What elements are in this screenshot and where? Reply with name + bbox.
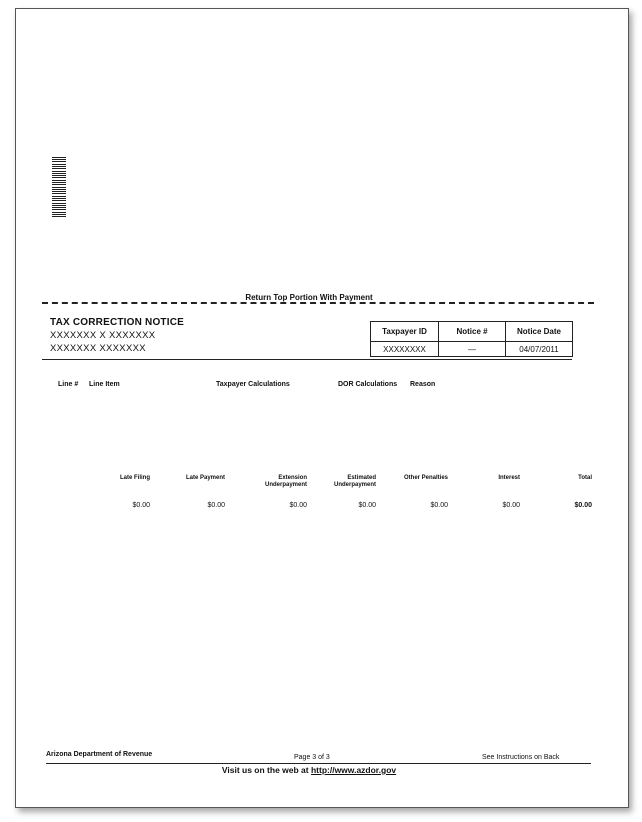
extension-underpayment-value: $0.00 bbox=[289, 502, 307, 509]
line-item-header: Line Item bbox=[89, 381, 120, 388]
notice-number-header: Notice # bbox=[439, 322, 506, 342]
reason-header: Reason bbox=[410, 381, 436, 388]
taxpayer-calculations-header: Taxpayer Calculations bbox=[216, 381, 290, 388]
dor-calculations-header: DOR Calculations bbox=[338, 381, 398, 388]
website-notice bbox=[16, 765, 602, 775]
notice-info-table bbox=[370, 321, 573, 357]
website-link[interactable]: http://www.azdor.gov bbox=[310, 765, 397, 775]
estimated-underpayment-header: Estimated Underpayment bbox=[333, 475, 376, 488]
department-name: Arizona Department of Revenue bbox=[46, 751, 153, 758]
footer-divider bbox=[46, 763, 591, 764]
interest-header: Interest bbox=[498, 475, 520, 481]
barcode-graphic bbox=[52, 157, 66, 218]
total-header: Total bbox=[578, 475, 592, 481]
notice-date-header: Notice Date bbox=[506, 322, 573, 342]
notice-number-value: — bbox=[439, 342, 506, 357]
return-instruction: Return Top Portion With Payment bbox=[245, 293, 373, 302]
total-value: $0.00 bbox=[574, 502, 592, 509]
taxpayer-id-value: XXXXXXXX bbox=[371, 342, 439, 357]
notice-date-value: 04/07/2011 bbox=[506, 342, 573, 357]
interest-value: $0.00 bbox=[502, 502, 520, 509]
tear-line bbox=[42, 302, 594, 304]
taxpayer-name: XXXXXXX X XXXXXXX bbox=[50, 330, 156, 341]
taxpayer-id-header: Taxpayer ID bbox=[371, 322, 439, 342]
page-number: Page 3 of 3 bbox=[294, 754, 330, 761]
notice-title: TAX CORRECTION NOTICE bbox=[50, 317, 185, 328]
taxpayer-name-line2: XXXXXXX XXXXXXX bbox=[50, 343, 146, 354]
extension-underpayment-header: Extension Underpayment bbox=[264, 475, 307, 488]
estimated-underpayment-value: $0.00 bbox=[358, 502, 376, 509]
late-payment-header: Late Payment bbox=[185, 475, 225, 481]
notice-page bbox=[15, 8, 629, 808]
late-filing-value: $0.00 bbox=[132, 502, 150, 509]
other-penalties-header: Other Penalties bbox=[403, 475, 448, 481]
website-prefix: Visit us on the web at bbox=[221, 765, 311, 775]
instructions-note: See Instructions on Back bbox=[482, 754, 560, 761]
late-filing-header: Late Filing bbox=[120, 475, 150, 481]
header-divider bbox=[42, 359, 572, 360]
line-number-header: Line # bbox=[58, 381, 79, 388]
late-payment-value: $0.00 bbox=[207, 502, 225, 509]
other-penalties-value: $0.00 bbox=[430, 502, 448, 509]
